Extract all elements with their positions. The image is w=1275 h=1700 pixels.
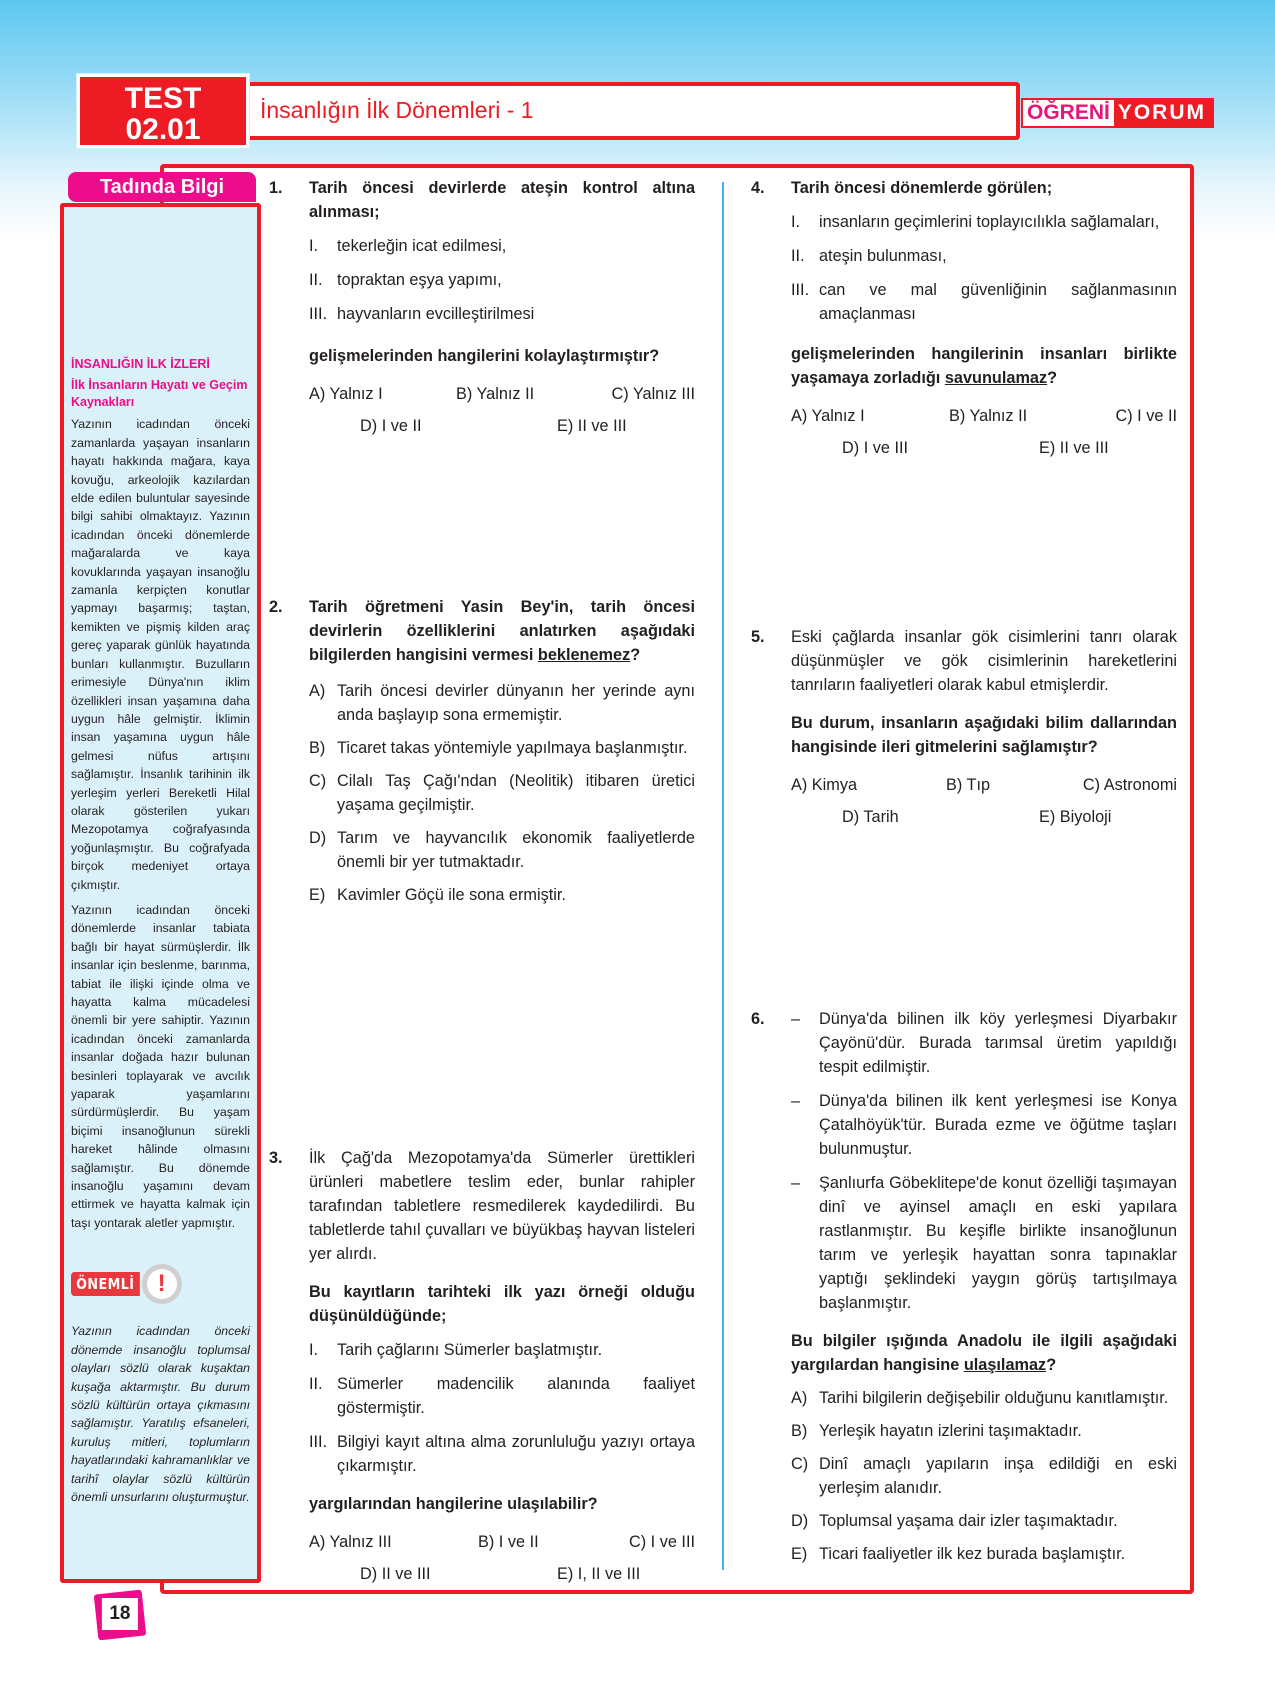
option-e[interactable]: E) Kavimler Göçü ile sona ermiştir. — [309, 886, 566, 904]
option-b[interactable]: B) Ticaret takas yöntemiyle yapılmaya başlanmıştır. — [309, 739, 688, 757]
roman-item: II. topraktan eşya yapımı, — [309, 271, 502, 289]
roman-item: II. ateşin bulunması, — [791, 247, 947, 265]
question-lead: Bu kayıtların tarihteki ilk yazı örneği olduğu düşünüldüğünde; — [309, 1283, 695, 1325]
title-bar — [248, 82, 1020, 140]
sidebar-subheading: İlk İnsanların Hayatı ve Geçim Kaynakları — [71, 378, 248, 410]
answer-choices — [309, 382, 695, 438]
option-e[interactable]: E) Ticari faaliyetler ilk kez burada başlamıştır. — [791, 1545, 1126, 1563]
option-a[interactable]: A) Tarih öncesi devirler dünyanın her yerinde aynı anda başlayıp sona ermemiştir. — [309, 682, 695, 724]
sidebar-paragraph-1: Yazının icadından önceki zamanlarda yaşayan insanların hayatı hakkında mağara, kaya kovuğu, arkeolojik kazılardan elde edilen buluntular sayesinde bilgi sahibi olmaktayız. Yazının icadından önceki dönemlerde mağaralarda ve kaya kovuklarında yaşayan insanoğlu zamanla kerpiçten konutlar yapmayı başarmış; taştan, kemikten ve pişmiş kilden araç gereç yaparak günlük hayatında bunları kullanmıştır. Buzulların erimesiyle Dünya'nın iklim özellikleri insan yaşamına daha uygun hâle gelmiştir. İklimin insan yaşamına uygun hâle gelmesi nüfus artışını sağlamıştır. İnsanlık tarihinin ilk yerleşim yerleri Bereketli Hilal olarak gösterilen yukarı Mezopotamya coğrafyasında yoğunlaşmıştır. Bu coğrafyada birçok medeniyet ortaya çıkmıştır. — [71, 417, 250, 892]
info-bullet: – Dünya'da bilinen ilk köy yerleşmesi Diyarbakır Çayönü'dür. Burada tarımsal üretim yapıldığı tespit edilmiştir. — [791, 1010, 1177, 1076]
choice-d[interactable]: D) I ve II — [360, 417, 422, 435]
answer-choices — [791, 773, 1177, 829]
brand-part2: YORUM — [1117, 101, 1207, 124]
choice-c[interactable]: C) Yalnız III — [611, 385, 695, 403]
choice-e[interactable]: E) II ve III — [557, 417, 627, 435]
roman-item: I. Tarih çağlarını Sümerler başlatmıştır. — [309, 1341, 603, 1359]
question-stem: Tarih öncesi devirlerde ateşin kontrol altına alınması; — [309, 179, 695, 221]
choice-b[interactable]: B) Yalnız II — [456, 385, 535, 403]
choice-a[interactable]: A) Kimya — [791, 776, 858, 794]
question-prompt: gelişmelerinden hangilerini kolaylaştırmıştır? — [309, 347, 660, 365]
sidebar-tab: Tadında Bilgi — [68, 172, 256, 202]
roman-item: III. hayvanların evcilleştirilmesi — [309, 305, 535, 323]
choice-b[interactable]: B) I ve II — [478, 1533, 539, 1551]
question-prompt: Bu durum, insanların aşağıdaki bilim dallarından hangisinde ileri gitmelerini sağlamıştır? — [791, 714, 1177, 756]
question-stem: Tarih öncesi dönemlerde görülen; — [791, 179, 1053, 197]
question-5 — [751, 625, 1177, 829]
question-stem: Eski çağlarda insanlar gök cisimlerini tanrı olarak düşünmüşler ve gök cisimlerinin hareketlerini tanrıların faaliyetleri olarak kabul etmişlerdir. — [791, 628, 1177, 694]
question-1 — [269, 176, 695, 438]
question-number: 1. — [269, 179, 283, 197]
choice-b[interactable]: B) Yalnız II — [949, 407, 1028, 425]
important-badge — [71, 1264, 250, 1304]
roman-item: III. Bilgiyi kayıt altına alma zorunluluğu yazıyı ortaya çıkarmıştır. — [309, 1433, 695, 1475]
info-bullet: – Şanlıurfa Göbeklitepe'de konut özelliği taşımayan dinî ve ayinsel amaçlı en eski yapılara rastlanmıştır. Bu keşifle birlikte insanoğlunun tarım ve yerleşik hayattan sonra tapınaklar yaptığı şeklindeki yaygın görüş tartışılmaya başlanmıştır. — [791, 1174, 1177, 1312]
question-4 — [751, 176, 1177, 460]
choice-c[interactable]: C) I ve II — [1115, 407, 1177, 425]
question-prompt: yargılarından hangilerine ulaşılabilir? — [309, 1495, 598, 1513]
option-d[interactable]: D) Tarım ve hayvancılık ekonomik faaliyetlerde önemli bir yer tutmaktadır. — [309, 829, 695, 871]
answer-choices — [309, 1530, 695, 1586]
choice-b[interactable]: B) Tıp — [946, 776, 991, 794]
brand-part1: ÖĞRENİ — [1023, 100, 1114, 126]
negative-keyword: beklenemez — [537, 646, 631, 664]
page-title: İnsanlığın İlk Dönemleri - 1 — [260, 97, 534, 123]
choice-e[interactable]: E) Biyoloji — [1039, 808, 1112, 826]
choice-d[interactable]: D) I ve III — [842, 439, 909, 457]
roman-item: III. can ve mal güvenliğinin sağlanmasının amaçlanması — [791, 281, 1177, 323]
choice-e[interactable]: E) II ve III — [1039, 439, 1109, 457]
roman-item: I. insanların geçimlerini toplayıcılıkla sağlamaları, — [791, 213, 1160, 231]
info-bullet: – Dünya'da bilinen ilk kent yerleşmesi ise Konya Çatalhöyük'tür. Burada ezme ve öğütme taşları bulunmuştur. — [791, 1092, 1177, 1158]
sidebar-info-box — [60, 203, 261, 1583]
option-d[interactable]: D) Toplumsal yaşama dair izler taşımaktadır. — [791, 1512, 1118, 1530]
option-a[interactable]: A) Tarihi bilgilerin değişebilir olduğunu kanıtlamıştır. — [791, 1389, 1169, 1407]
choice-c[interactable]: C) Astronomi — [1082, 776, 1177, 794]
option-b[interactable]: B) Yerleşik hayatın izlerini taşımaktadır. — [791, 1422, 1082, 1440]
choice-a[interactable]: A) Yalnız I — [791, 407, 865, 425]
roman-item: I. tekerleğin icat edilmesi, — [309, 237, 507, 255]
question-number: 4. — [751, 179, 765, 197]
negative-keyword: savunulamaz — [944, 369, 1048, 387]
test-number: 02.01 — [125, 113, 201, 146]
test-label: TEST — [124, 82, 202, 115]
choice-a[interactable]: A) Yalnız I — [309, 385, 383, 403]
answer-choices — [791, 404, 1177, 460]
choice-d[interactable]: D) Tarih — [842, 808, 899, 826]
important-text: Yazının icadından önceki dönemde insanoğlu toplumsal olayları sözlü olarak kuşaktan kuşağa aktarmıştır. Bu durum sözlü kültürün ortaya çıkmasını sağlamıştır. Yaratılış efsaneleri, kuruluş mitleri, toplumların hayatlarındaki kahramanlıklar ve tarihî olaylar sözlü kültürün önemli unsurlarını oluşturmuştur. — [71, 1324, 250, 1504]
column-divider — [722, 182, 724, 1570]
test-badge — [77, 74, 249, 148]
page-number: 18 — [102, 1598, 138, 1630]
sidebar-paragraph-2: Yazının icadından önceki dönemlerde insanlar tabiata bağlı bir hayat sürmüşlerdir. İlk insanlar için beslenme, barınma, tabiat ile ilişki içinde olma ve hayatta kalma mücadelesi önemli bir yere sahiptir. Yazının icadından önceki zamanlarda insanlar doğada hazır bulunan besinleri toplayarak ve avcılık yaparak yaşamlarını sürdürmüşlerdir. Bu yaşam biçimi insanoğlunun sürekli hareket hâlinde olmasını sağlamıştır. Bu dönemde insanoğlu yaşamını devam ettirmek ve hayatta kalmak için taşı yontarak aletler yapmıştır. — [71, 902, 250, 1230]
choice-e[interactable]: E) I, II ve III — [557, 1565, 641, 1583]
choice-d[interactable]: D) II ve III — [360, 1565, 431, 1583]
sidebar-heading: İNSANLIĞIN İLK İZLERİ — [71, 357, 210, 371]
question-prompt: gelişmelerinden hangilerinin insanları birlikte yaşamaya zorladığı savunulamaz? — [791, 345, 1177, 387]
choice-c[interactable]: C) I ve III — [628, 1533, 695, 1551]
question-3 — [269, 1146, 695, 1586]
choice-a[interactable]: A) Yalnız III — [309, 1533, 392, 1551]
question-number: 2. — [269, 598, 283, 616]
negative-keyword: ulaşılamaz — [963, 1356, 1047, 1374]
page-number-badge — [94, 1590, 147, 1641]
question-number: 6. — [751, 1010, 765, 1028]
question-prompt: Bu bilgiler ışığında Anadolu ile ilgili aşağıdaki yargılardan hangisine ulaşılamaz? — [791, 1332, 1177, 1374]
option-c[interactable]: C) Cilalı Taş Çağı'ndan (Neolitik) itibaren üretici yaşama geçilmiştir. — [309, 772, 695, 814]
option-c[interactable]: C) Dinî amaçlı yapıların inşa edildiği en eski yerleşim alanıdır. — [791, 1455, 1177, 1497]
question-6 — [751, 1007, 1177, 1566]
question-number: 3. — [269, 1149, 283, 1167]
exclamation-icon: ! — [142, 1264, 182, 1304]
question-stem: İlk Çağ'da Mezopotamya'da Sümerler ürettikleri ürünleri mabetlere teslim eder, bunlar rahipler tarafından tabletlere resmedilerek kaydedilirdi. Bu tabletlerde tahıl çuvalları ve büyükbaş hayvan listeleri yer alırdı. — [309, 1149, 695, 1263]
question-stem: Tarih öğretmeni Yasin Bey'in, tarih öncesi devirlerin özelliklerini anlatırken aşağıdaki bilgilerden hangisini vermesi beklenemez? — [309, 598, 695, 664]
brand-logo — [1021, 98, 1214, 128]
important-label: ÖNEMLİ — [71, 1272, 140, 1296]
roman-item: II. Sümerler madencilik alanında faaliyet göstermiştir. — [309, 1375, 695, 1417]
question-2 — [269, 595, 695, 907]
question-number: 5. — [751, 628, 765, 646]
